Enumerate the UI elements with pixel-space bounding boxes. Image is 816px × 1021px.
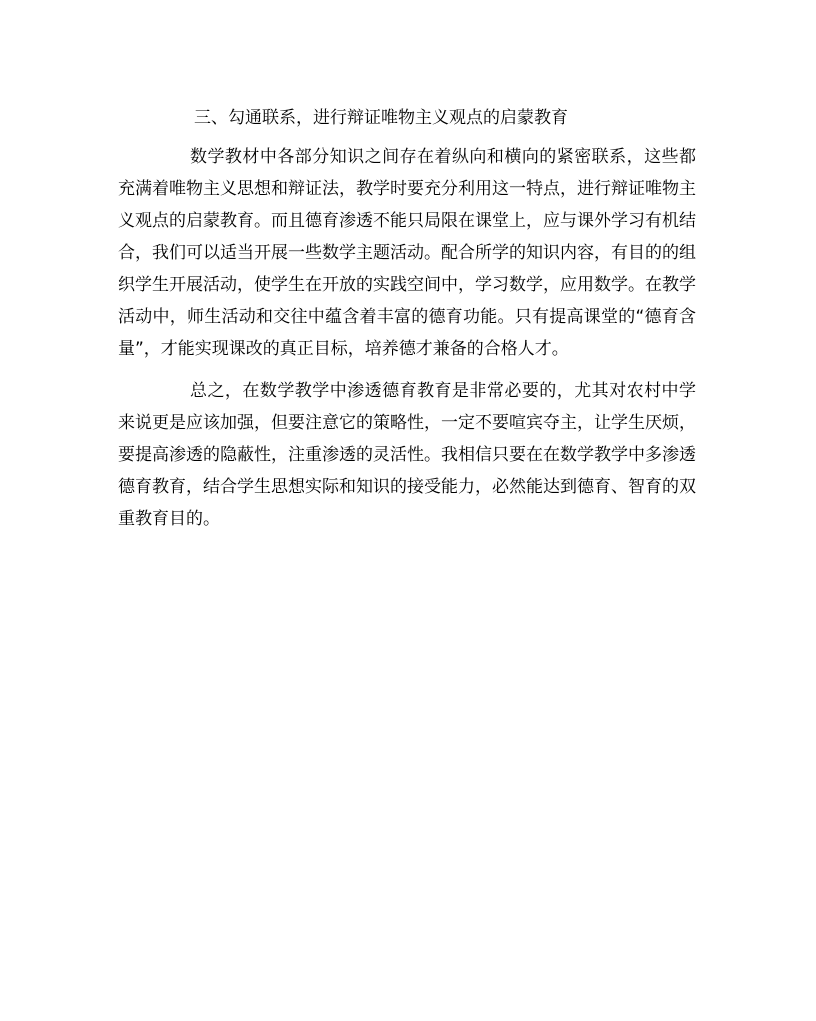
section-heading: 三、勾通联系，进行辩证唯物主义观点的启蒙教育 — [194, 108, 568, 128]
paragraph-1: 数学教材中各部分知识之间存在着纵向和横向的紧密联系，这些都充满着唯物主义思想和辩证法，教学时要充分利用这一特点，进行辩证唯物主义观点的启蒙教育。而且德育渗透不能只局限在课堂上，应与课外学习有机结合，我们可以适当开展一些数学主题活动。配合所学的知识内容，有目的的组织学生开展活动，使学生在开放的实践空间中，学习数学，应用数学。在教学活动中，师生活动和交往中蕴含着丰富的德育功能。只有提高课堂的“德育含量”，才能实现课改的真正目标，培养德才兼备的合格人才。 — [118, 147, 696, 359]
paragraph-2: 总之，在数学教学中渗透德育教育是非常必要的，尤其对农村中学来说更是应该加强，但要注意它的策略性，一定不要喧宾夺主，让学生厌烦，要提高渗透的隐蔽性，注重渗透的灵活性。我相信只要在在数学教学中多渗透德育教育，结合学生思想实际和知识的接受能力，必然能达到德育、智育的双重教育目的。 — [118, 381, 696, 529]
document-body — [118, 103, 696, 545]
